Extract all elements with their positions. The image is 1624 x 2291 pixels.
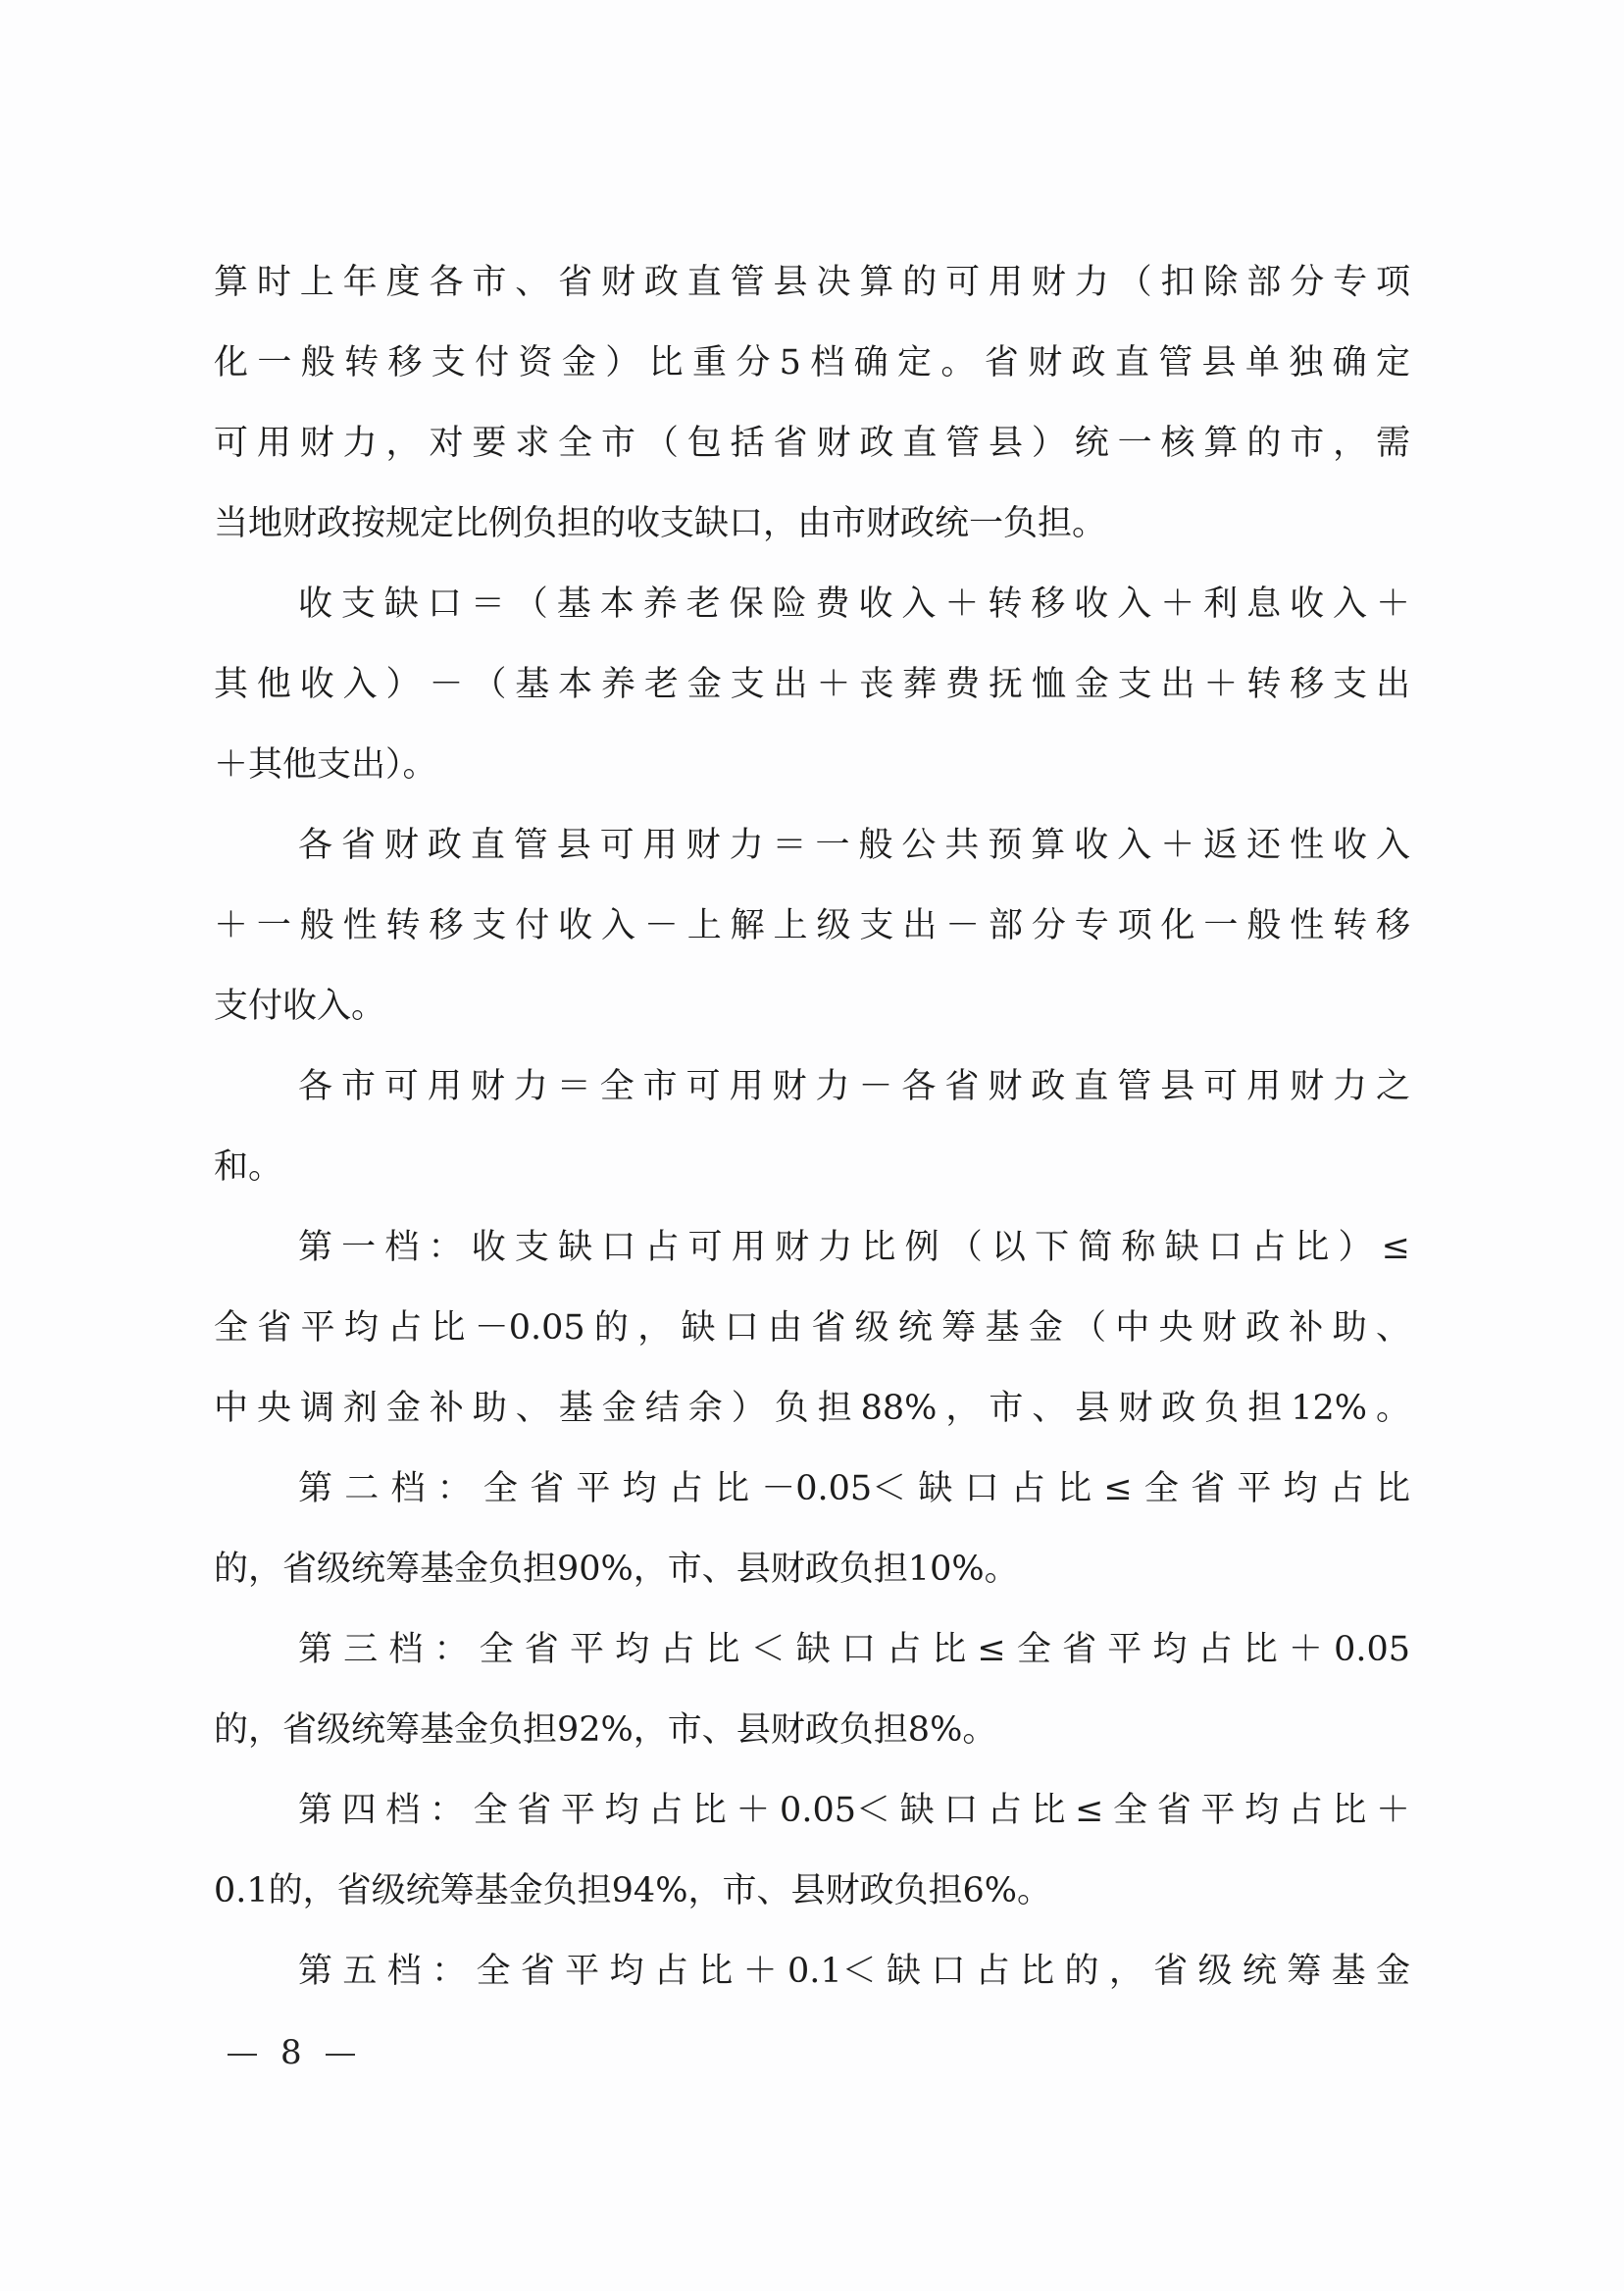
page-number: 8: [280, 2033, 302, 2072]
text-line: 其他收入）－（基本养老金支出＋丧葬费抚恤金支出＋转移支出: [214, 665, 1410, 704]
text-line: 和。: [214, 1147, 283, 1187]
text-line: 算时上年度各市、省财政直管县决算的可用财力（扣除部分专项: [214, 263, 1410, 302]
text-line: ＋其他支出）。: [214, 745, 437, 785]
text-line: 全省平均占比－0.05的，缺口由省级统筹基金（中央财政补助、: [214, 1308, 1410, 1348]
text-line: 第一档：收支缺口占可用财力比例（以下简称缺口占比）≤: [298, 1228, 1410, 1267]
text-line: 的，省级统筹基金负担92%，市、县财政负担8%。: [214, 1710, 997, 1750]
text-line: 0.1的，省级统筹基金负担94%，市、县财政负担6%。: [214, 1871, 1051, 1910]
text-line: 的，省级统筹基金负担90%，市、县财政负担10%。: [214, 1550, 1019, 1589]
text-line: 各市可用财力＝全市可用财力－各省财政直管县可用财力之: [298, 1067, 1410, 1106]
text-line: ＋一般性转移支付收入－上解上级支出－部分专项化一般性转移: [214, 906, 1410, 945]
text-line: 各省财政直管县可用财力＝一般公共预算收入＋返还性收入: [298, 826, 1410, 865]
text-line: 当地财政按规定比例负担的收支缺口，由市财政统一负担。: [214, 504, 1107, 543]
text-line: 收支缺口＝（基本养老保险费收入＋转移收入＋利息收入＋: [298, 585, 1410, 624]
text-line: 中央调剂金补助、基金结余）负担88%，市、县财政负担12%。: [214, 1389, 1410, 1428]
text-line: 支付收入。: [214, 987, 386, 1026]
footer-dash-left: [228, 2054, 257, 2056]
text-line: 第五档：全省平均占比＋0.1＜缺口占比的，省级统筹基金: [298, 1952, 1410, 1991]
footer-dash-right: [326, 2054, 355, 2056]
text-line: 第三档：全省平均占比＜缺口占比≤全省平均占比＋0.05: [298, 1630, 1410, 1669]
text-line: 可用财力，对要求全市（包括省财政直管县）统一核算的市，需: [214, 424, 1410, 463]
text-line: 化一般转移支付资金）比重分5档确定。省财政直管县单独确定: [214, 343, 1410, 382]
text-line: 第二档：全省平均占比－0.05＜缺口占比≤全省平均占比: [298, 1469, 1410, 1508]
page-footer: [228, 2033, 355, 2072]
body-text: [214, 263, 1410, 2032]
text-line: 第四档：全省平均占比＋0.05＜缺口占比≤全省平均占比＋: [298, 1791, 1410, 1830]
